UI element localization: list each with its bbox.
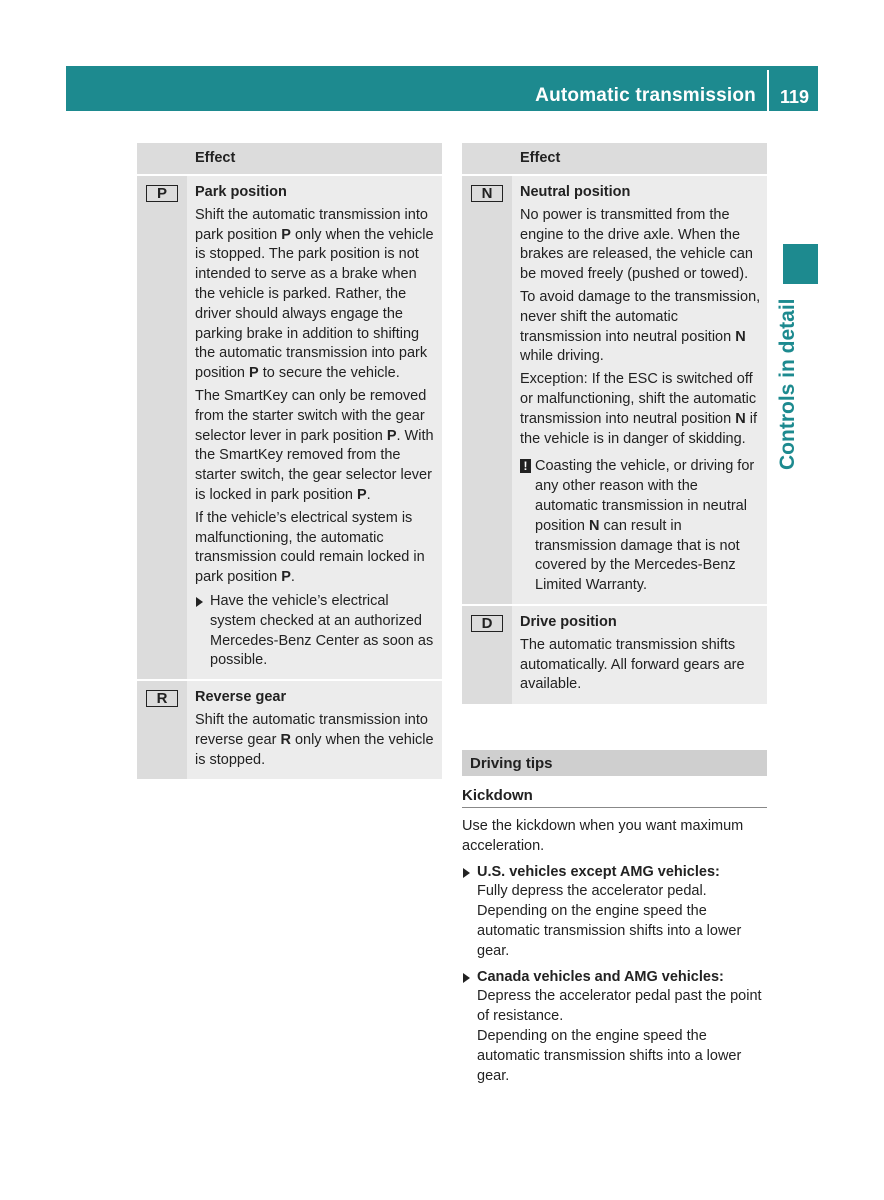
section-heading-driving-tips: Driving tips — [462, 750, 767, 776]
kickdown-item-us: U.S. vehicles except AMG vehicles: Fully depress the accelerator pedal. Depending on the engine speed the automatic transmission shifts into a lower gear. — [462, 863, 767, 962]
row-title: Park position — [195, 184, 287, 200]
gear-symbol-n: N — [471, 185, 503, 202]
table-head-effect: Effect — [187, 143, 442, 174]
page-number: 119 — [779, 87, 809, 107]
table-row-drive — [462, 606, 767, 704]
page-header — [66, 66, 818, 111]
header-title: Automatic transmission — [535, 85, 756, 106]
kickdown-intro: Use the kickdown when you want maximum acceleration. — [462, 818, 744, 854]
gear-table-left — [137, 143, 442, 779]
warning-note: ! Coasting the vehicle, or driving for any other reason with the automatic transmission in neutral position N can result in transmission damage that is not covered by the Mercedes-Benz Limited Warranty. — [520, 457, 761, 596]
arrow-bullet-icon — [463, 973, 470, 983]
table-row-reverse — [137, 681, 442, 779]
gear-table-right — [462, 143, 767, 704]
row-title: Drive position — [520, 613, 617, 630]
table-head-effect: Effect — [512, 143, 767, 174]
row-paragraph: No power is transmitted from the engine to the drive axle. When the brakes are released, the vehicle can be moved freely (pushed or towed). — [520, 206, 753, 283]
subheading-kickdown: Kickdown — [462, 787, 767, 808]
kickdown-item-canada: Canada vehicles and AMG vehicles: Depress the accelerator pedal past the point of resistance. Depending on the engine speed the automatic transmission shifts into a lower gear. — [462, 968, 767, 1087]
kickdown-body — [462, 817, 767, 1086]
instruction-bullet: Have the vehicle’s electrical system checked at an authorized Mercedes-Benz Center as soon as possible. — [195, 592, 436, 671]
row-paragraph: The automatic transmission shifts automatically. All forward gears are available. — [520, 636, 745, 693]
table-row-neutral — [462, 176, 767, 604]
row-paragraph: To avoid damage to the transmission, never shift the automatic transmission into neutral position N while driving. — [520, 288, 761, 365]
row-paragraph: Shift the automatic transmission into reverse gear R only when the vehicle is stopped. — [195, 711, 434, 768]
arrow-bullet-icon — [196, 597, 203, 607]
exclamation-warning-icon: ! — [520, 459, 531, 473]
row-title: Neutral position — [520, 184, 631, 200]
header-divider — [767, 70, 769, 111]
row-paragraph: The SmartKey can only be removed from the starter switch with the gear selector lever in park position P. With the SmartKey removed from the starter switch, the gear selector lever is locked in park position P. — [195, 387, 434, 503]
row-paragraph: Shift the automatic transmission into park position P only when the vehicle is stopped. The park position is not intended to serve as a brake when the vehicle is parked. Rather, the driver should always engage the parking brake in addition to shifting the automatic transmission into park position P to secure the vehicle. — [195, 206, 434, 382]
gear-symbol-d: D — [471, 615, 503, 632]
row-title: Reverse gear — [195, 689, 287, 706]
gear-symbol-p: P — [146, 185, 178, 202]
chapter-tab-label: Controls in detail — [776, 298, 799, 470]
row-paragraph: Exception: If the ESC is switched off or malfunctioning, shift the automatic transmission into neutral position N if the vehicle is in danger of skidding. — [520, 371, 757, 447]
gear-symbol-r: R — [146, 690, 178, 707]
arrow-bullet-icon — [463, 868, 470, 878]
row-paragraph: If the vehicle’s electrical system is malfunctioning, the automatic transmission could remain locked in park position P. — [195, 509, 425, 586]
table-row-park — [137, 176, 442, 679]
